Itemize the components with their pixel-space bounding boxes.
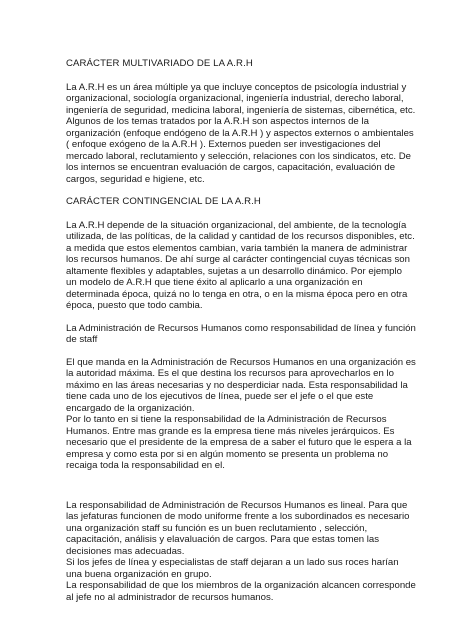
- paragraph-contingencial: [66, 219, 415, 312]
- text-line: Humanos. Entre mas grande es la empresa tiene más niveles jerárquicos. Es: [66, 425, 395, 437]
- text-line: determinada época, quizá no lo tenga en otra, o en la misma época pero en otra: [66, 288, 408, 300]
- text-line: un modelo de A.R.H que tiene éxito al aplicarlo a una organización en: [66, 277, 363, 288]
- text-line: La responsabilidad de que los miembros de la organización alcancen corresponde: [66, 580, 416, 591]
- text-line: ingeniería de seguridad, medicina laboral, ingeniería de sistemas, cibernética, etc.: [66, 104, 416, 116]
- text-line: una organización staff su función es un buen reclutamiento , selección,: [66, 522, 368, 534]
- text-line: encargado de la organización.: [66, 402, 195, 414]
- text-line: ( enfoque exógeno de la A.R.H ). Externos pueden ser investigaciones del: [66, 139, 381, 150]
- text-line: época, puesto que todo cambia.: [66, 300, 203, 311]
- section-heading-multivariado: CARÁCTER MULTIVARIADO DE LA A.R.H: [66, 58, 253, 69]
- section-heading-linea-staff: [66, 322, 416, 346]
- text-line: los recursos humanos. De ahí surge al carácter contingencial cuyas técnicas son: [66, 254, 410, 265]
- text-line: las jefaturas funcionen de modo uniforme frente a los subordinados es necesario: [66, 511, 410, 522]
- text-line: Algunos de los temas tratados por la A.R.H son aspectos internos de la: [66, 116, 369, 127]
- text-line: cargos, seguridad e higiene, etc.: [66, 173, 205, 185]
- text-line: Si los jefes de línea y especialistas de staff dejaran a un lado sus roces harían: [66, 557, 399, 568]
- section-heading-contingencial: CARÁCTER CONTINGENCIAL DE LA A.R.H: [66, 196, 261, 207]
- text-line: de staff: [66, 334, 98, 345]
- text-line: La A.R.H depende de la situación organizacional, del ambiente, de la tecnología: [66, 219, 407, 231]
- text-line: Por lo tanto en si tiene la responsabilidad de la Administración de Recursos: [66, 414, 387, 425]
- text-line: decisiones mas adecuadas.: [66, 545, 185, 557]
- text-line: a medida que estos elementos cambian, varia también la manera de administrar: [66, 242, 408, 254]
- document-body: [66, 58, 416, 614]
- text-line: capacitación, análisis y elavaluación de cargos. Para que estas tomen las: [66, 534, 380, 545]
- text-line: recaiga toda la responsabilidad en el.: [66, 460, 225, 471]
- text-line: al jefe no al administrador de recursos humanos.: [66, 591, 274, 603]
- text-line: organización (enfoque endógeno de la A.R.H ) y aspectos externos o ambientales: [66, 127, 414, 139]
- text-line: tiene cada uno de los ejecutivos de línea, puede ser el jefe o el que este: [66, 391, 374, 402]
- paragraph-responsabilidad-lineal: [66, 499, 416, 604]
- text-line: La A.R.H es un área múltiple ya que incluye conceptos de psicología industrial y: [66, 81, 407, 93]
- text-line: máximo en las áreas necesarias y no desperdiciar nada. Esta responsabilidad la: [66, 379, 408, 391]
- text-line: El que manda en la Administración de Recursos Humanos en una organización es: [66, 356, 416, 368]
- text-line: organizacional, sociología organizacional, ingeniería industrial, derecho laboral,: [66, 93, 404, 104]
- text-line: empresa y como esta por si en algún momento se presenta un problema no: [66, 448, 389, 460]
- text-line: La Administración de Recursos Humanos como responsabilidad de línea y función: [66, 322, 416, 334]
- text-line: necesario que el presidente de la empresa de a saber el futuro que le espera a la: [66, 437, 412, 448]
- text-line: La responsabilidad de Administración de Recursos Humanos es lineal. Para que: [66, 499, 408, 511]
- text-line: altamente flexibles y adaptables, sujetas a un desarrollo dinámico. Por ejemplo: [66, 265, 402, 277]
- paragraph-autoridad: [66, 356, 416, 472]
- paragraph-multivariado: [66, 81, 416, 186]
- text-line: una buena organización en grupo.: [66, 568, 212, 580]
- text-line: mercado laboral, reclutamiento y selección, relaciones con los sindicatos, etc. De: [66, 150, 412, 162]
- text-line: utilizada, de las políticas, de la calidad y cantidad de los recursos disponibles, etc.: [66, 231, 415, 242]
- text-line: los internos se encuentran evaluación de cargos, capacitación, evaluación de: [66, 162, 396, 173]
- text-line: la autoridad máxima. Es el que destina los recursos para aprovecharlos en lo: [66, 368, 394, 379]
